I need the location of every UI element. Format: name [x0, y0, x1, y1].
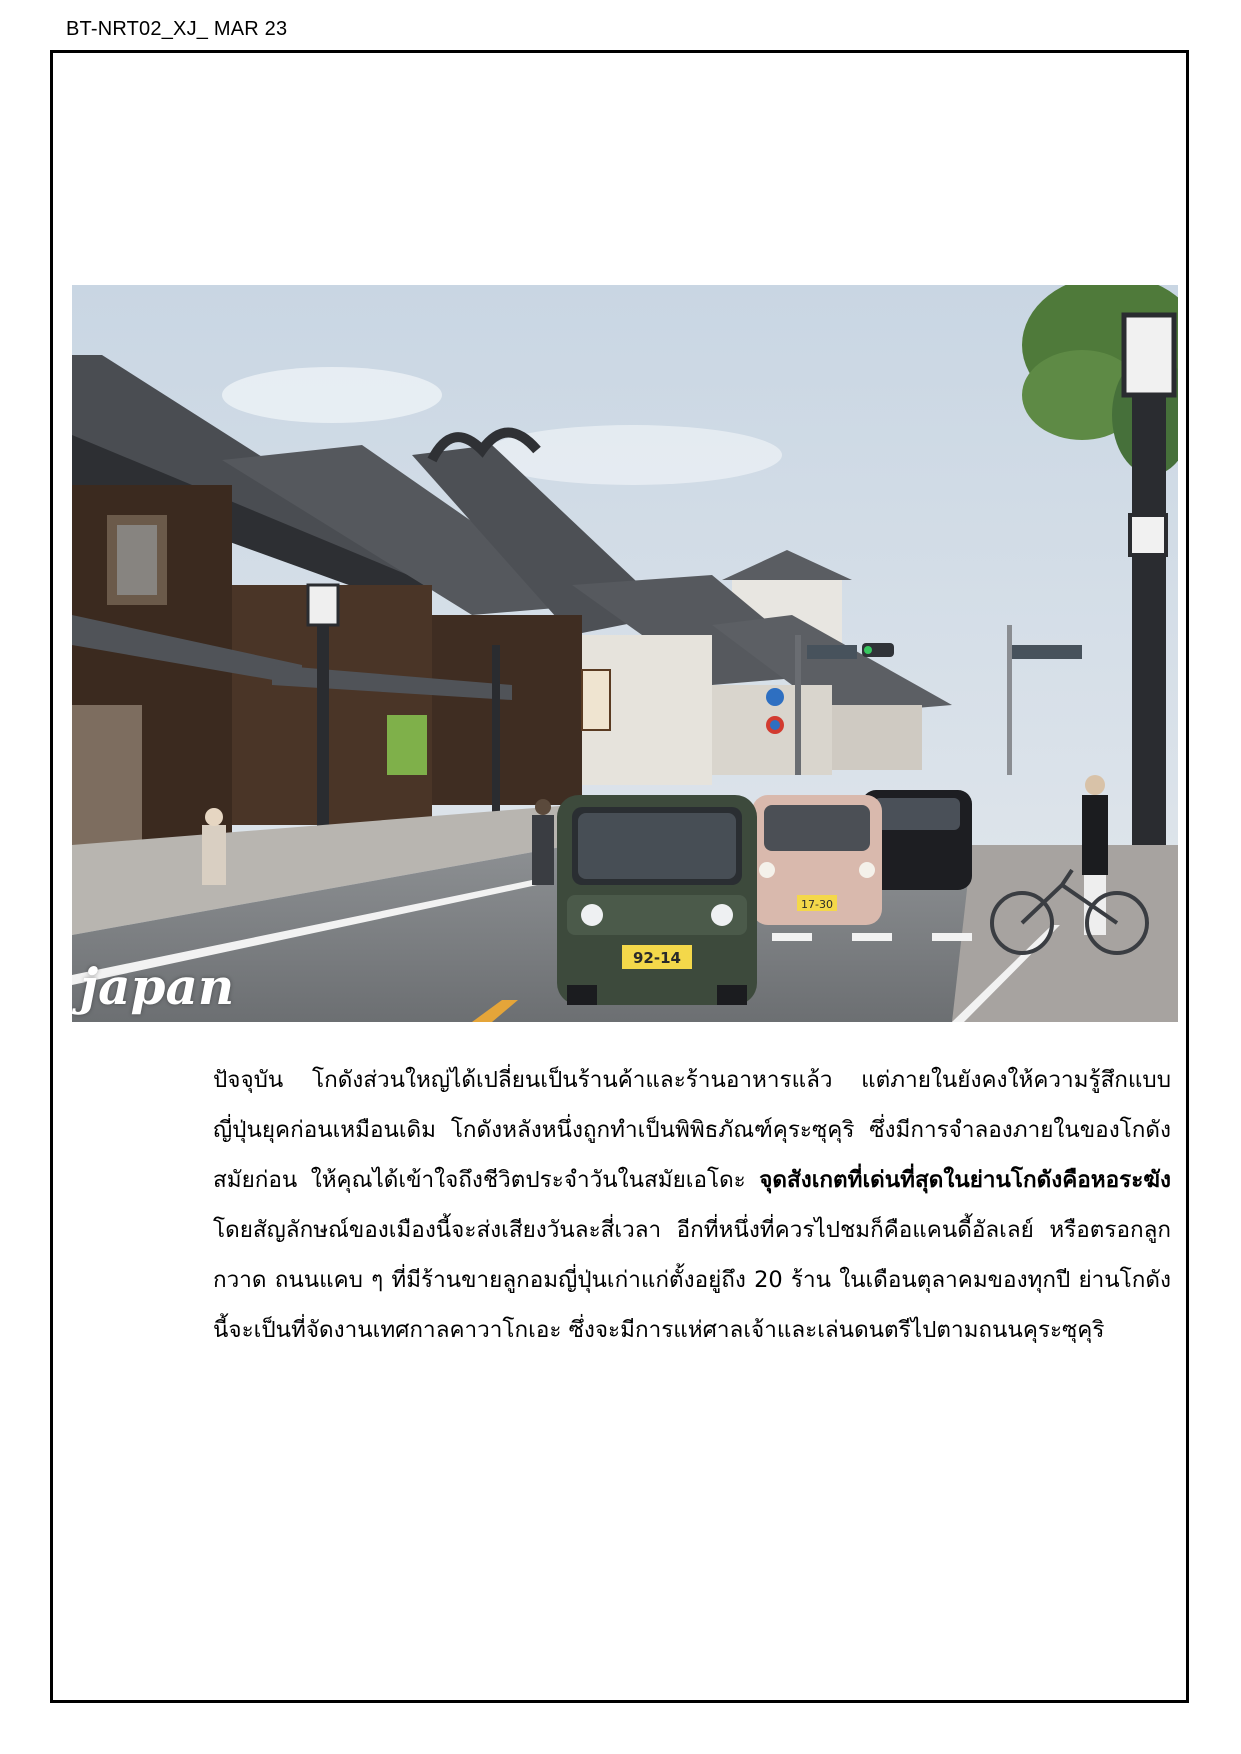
car-middle — [752, 795, 882, 925]
street-photo — [72, 285, 1178, 1022]
document-code: BT-NRT02_XJ_ MAR 23 — [66, 18, 288, 40]
article-paragraph — [213, 1055, 1171, 1355]
street-photo-illustration — [72, 285, 1178, 1022]
watermark-japan: japan — [80, 957, 235, 1016]
paragraph-part-2: โดยสัญลักษณ์ของเมืองนี้จะส่งเสียงวันละสี่เวลา อีกที่หนึ่งที่ควรไปชมก็คือแคนดี้อัลเลย์ หรือตรอกลูกกวาด ถนนแคบ ๆ ที่มีร้านขายลูกอมญี่ปุ่นเก่าแก่ตั้งอยู่ถึง 20 ร้าน ในเดือนตุลาคมของทุกปี ย่านโกดังนี้จะเป็นที่จัดงานเทศกาลคาวาโกเอะ ซึ่งจะมีการแห่ศาลเจ้าและเล่นดนตรีไปตามถนนคุระซุคุริ — [213, 1217, 1171, 1343]
plate-front: 92-14 — [633, 949, 681, 967]
paragraph-part-1: ปัจจุบัน โกดังส่วนใหญ่ได้เปลี่ยนเป็นร้านค้าและร้านอาหารแล้ว แต่ภายในยังคงให้ความรู้สึกแบบญี่ปุ่นยุคก่อนเหมือนเดิม โกดังหลังหนึ่งถูกทำเป็นพิพิธภัณฑ์คุระซุคุริ ซึ่งมีการจำลองภายในของโกดังสมัยก่อน ให้คุณได้เข้าใจถึงชีวิตประจำวันในสมัยเอโดะ — [213, 1067, 1171, 1193]
paragraph-highlight: จุดสังเกตที่เด่นที่สุดในย่านโกดังคือหอระฆัง — [759, 1167, 1171, 1193]
car-front — [557, 795, 757, 1005]
plate-middle: 17-30 — [801, 898, 833, 911]
